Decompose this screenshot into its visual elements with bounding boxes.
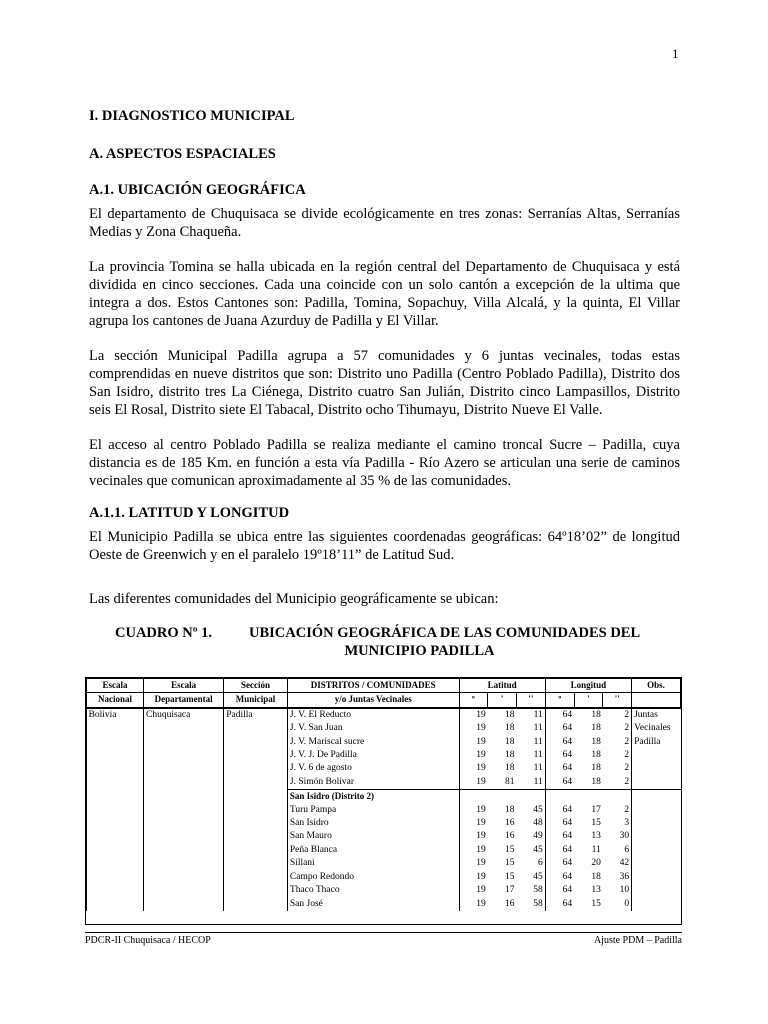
cell-escala-nacional <box>86 736 144 749</box>
cell-seccion <box>224 722 288 735</box>
cell-lat-1: 15 <box>505 858 515 869</box>
cell-lat-1: 16 <box>505 818 515 829</box>
heading-ubicacion: A.1. UBICACIÓN GEOGRÁFICA <box>89 182 306 198</box>
cell-comunidad: San José <box>287 898 459 911</box>
cell-obs <box>632 857 681 870</box>
footer-right: Ajuste PDM – Padilla <box>593 935 682 946</box>
cell-lon-0: 64 <box>545 749 574 762</box>
cell-lat-2: 6 <box>538 858 543 869</box>
header-seccion: Sección <box>224 678 288 693</box>
cell-lon-2: 3 <box>624 818 630 829</box>
cell-escala-departamental <box>144 749 224 762</box>
caption-label: CUADRO Nº 1. <box>115 625 213 641</box>
cell-seccion <box>224 844 288 857</box>
cell-lon-2: 36 <box>619 871 630 882</box>
table-row <box>86 708 681 722</box>
cell-escala-nacional <box>86 762 144 775</box>
cell-escala-nacional <box>86 817 144 830</box>
header-escala-departamental-2: Departamental <box>144 693 224 708</box>
header-longitud: Longitud <box>545 678 631 693</box>
cell-escala-nacional: Bolivia <box>86 708 144 722</box>
footer-left: PDCR-II Chuquisaca / HECOP <box>85 935 211 946</box>
cell-lat-1: 18 <box>505 763 515 774</box>
header-latitud: Latitud <box>459 678 545 693</box>
cell-escala-nacional <box>86 884 144 897</box>
cell-lon-0: 64 <box>545 708 574 722</box>
cell-seccion <box>224 736 288 749</box>
cell-lon-2: 2 <box>624 776 630 787</box>
table-row <box>86 830 681 843</box>
cell-lat-2: 45 <box>533 844 543 855</box>
cell-lat-2: 45 <box>533 804 543 815</box>
cell-seccion: Padilla <box>224 708 288 722</box>
cell-seccion <box>224 857 288 870</box>
cell-lon-1: 18 <box>591 723 601 734</box>
cell-obs: Padilla <box>632 736 681 749</box>
cell-lat-2: 11 <box>533 776 543 787</box>
cell-lat-0: 19 <box>459 871 488 884</box>
paragraph-zonas: El departamento de Chuquisaca se divide ecológicamente en tres zonas: Serranías Altas, Serranías Medias y Zona Chaqueña. <box>89 206 680 240</box>
cell-lon-1: 18 <box>591 776 601 787</box>
cell-lat-0: 19 <box>459 762 488 775</box>
cell-lon-2: 10 <box>619 885 630 896</box>
cell-lat-0: 19 <box>459 817 488 830</box>
empty-cell <box>517 790 546 804</box>
cell-obs: Juntas <box>632 708 681 722</box>
cell-comunidad: J. V. 6 de agosto <box>287 762 459 775</box>
cell-escala-nacional <box>86 844 144 857</box>
cell-lon-2: 6 <box>624 844 630 855</box>
cell-escala-nacional <box>86 804 144 817</box>
empty-cell <box>574 790 603 804</box>
footer-rule <box>85 932 682 933</box>
cell-escala-nacional <box>86 722 144 735</box>
cell-lat-2: 11 <box>533 723 543 734</box>
header-seccion-2: Municipal <box>224 693 288 708</box>
cell-seccion <box>224 762 288 775</box>
cell-escala-nacional <box>86 749 144 762</box>
cell-lon-2: 0 <box>624 898 630 909</box>
cell-lat-1: 17 <box>505 885 515 896</box>
cell-lat-0: 19 <box>459 804 488 817</box>
cell-lon-1: 17 <box>591 804 601 815</box>
cell-lat-2: 48 <box>533 818 543 829</box>
cell-lon-0: 64 <box>545 857 574 870</box>
header-escala-nacional: Escala <box>86 678 144 693</box>
table-header <box>86 678 681 708</box>
cell-lat-0: 19 <box>459 898 488 911</box>
cell-obs <box>632 804 681 817</box>
paragraph-acceso: El acceso al centro Poblado Padilla se realiza mediante el camino troncal Sucre – Padilla, cuya distancia es de 185 Km. en función a esta vía Padilla - Río Azero se articulan una serie de caminos vecinales que comunican aproximadamente al 35 % de las comunidades. <box>89 437 680 489</box>
cell-lon-2: 2 <box>624 804 630 815</box>
cell-escala-nacional <box>86 898 144 911</box>
cell-escala-departamental <box>144 722 224 735</box>
cell-escala-departamental <box>144 776 224 790</box>
header-obs-2 <box>632 693 681 708</box>
cell-comunidad: J. V. J. De Padilla <box>287 749 459 762</box>
cell-lat-1: 16 <box>505 831 515 842</box>
cell-comunidad: Campo Redondo <box>287 871 459 884</box>
cell-lon-1: 18 <box>591 736 601 747</box>
table-row <box>86 871 681 884</box>
cell-lat-0: 19 <box>459 708 488 722</box>
cell-seccion <box>224 830 288 843</box>
table-row <box>86 736 681 749</box>
group-title: San Isidro (Distrito 2) <box>287 790 459 804</box>
cell-obs <box>632 749 681 762</box>
header-obs: Obs. <box>632 678 681 693</box>
cell-seccion <box>224 776 288 790</box>
header-lon-deg: º <box>545 693 574 708</box>
cell-escala-departamental <box>144 762 224 775</box>
header-escala-departamental: Escala <box>144 678 224 693</box>
header-lon-sec: '' <box>603 693 632 708</box>
cell-escala-departamental <box>144 844 224 857</box>
cell-escala-departamental <box>144 871 224 884</box>
cell-seccion <box>224 871 288 884</box>
cell-lat-2: 58 <box>533 898 543 909</box>
cell-escala-departamental <box>144 857 224 870</box>
header-escala-nacional-2: Nacional <box>86 693 144 708</box>
empty-cell <box>603 790 632 804</box>
cell-obs <box>632 830 681 843</box>
heading-diagnostico: I. DIAGNOSTICO MUNICIPAL <box>89 108 295 124</box>
cell-comunidad: San Mauro <box>287 830 459 843</box>
cell-lon-2: 42 <box>619 858 630 869</box>
cell-lon-1: 20 <box>591 858 601 869</box>
cell-comunidad: Turu Pampa <box>287 804 459 817</box>
cell-comunidad: J. V. Mariscal sucre <box>287 736 459 749</box>
table-row <box>86 898 681 911</box>
cell-lon-1: 18 <box>591 750 601 761</box>
cell-lon-2: 30 <box>619 831 630 842</box>
cell-escala-departamental <box>144 884 224 897</box>
table-row <box>86 762 681 775</box>
cell-lat-0: 19 <box>459 884 488 897</box>
header-distritos: DISTRITOS / COMUNIDADES <box>287 678 459 693</box>
cell-lon-0: 64 <box>545 817 574 830</box>
cell-lat-1: 18 <box>505 736 515 747</box>
cell-lon-1: 11 <box>591 844 601 855</box>
cell-lon-0: 64 <box>545 830 574 843</box>
cell-escala-nacional <box>86 857 144 870</box>
cell-lat-1: 81 <box>505 776 515 787</box>
table-row <box>86 844 681 857</box>
table-row <box>86 776 681 790</box>
cell-lon-0: 64 <box>545 736 574 749</box>
empty-cell <box>86 790 144 804</box>
paragraph-comunidades: Las diferentes comunidades del Municipio geográficamente se ubican: <box>89 591 499 607</box>
cell-lon-1: 18 <box>591 871 601 882</box>
cell-lon-2: 2 <box>624 736 630 747</box>
cell-comunidad: J. Simón Bolívar <box>287 776 459 790</box>
cell-lon-1: 13 <box>591 831 601 842</box>
heading-latitud: A.1.1. LATITUD Y LONGITUD <box>89 505 290 521</box>
cell-lon-0: 64 <box>545 762 574 775</box>
cell-comunidad: Sillani <box>287 857 459 870</box>
cell-comunidad: Peña Blanca <box>287 844 459 857</box>
table-row <box>86 804 681 817</box>
cell-lon-0: 64 <box>545 898 574 911</box>
header-lon-min: ' <box>574 693 603 708</box>
cell-lat-1: 18 <box>505 723 515 734</box>
communities-table <box>85 677 682 911</box>
cell-lat-2: 58 <box>533 885 543 896</box>
paragraph-coordenadas: El Municipio Padilla se ubica entre las siguientes coordenadas geográficas: 64º18’02” de longitud Oeste de Greenwich y en el paralelo 19º18’11” de Latitud Sud. <box>89 529 680 563</box>
cell-seccion <box>224 884 288 897</box>
cell-lon-0: 64 <box>545 871 574 884</box>
cell-escala-departamental <box>144 804 224 817</box>
cell-lon-0: 64 <box>545 844 574 857</box>
cell-lat-1: 18 <box>505 804 515 815</box>
table-row <box>86 817 681 830</box>
empty-cell <box>488 790 517 804</box>
cell-comunidad: J. V. El Reducto <box>287 708 459 722</box>
cell-lat-0: 19 <box>459 776 488 790</box>
cell-escala-departamental <box>144 898 224 911</box>
cell-seccion <box>224 804 288 817</box>
table-subheading-row <box>86 790 681 804</box>
cell-lat-2: 11 <box>533 763 543 774</box>
cell-comunidad: San Isidro <box>287 817 459 830</box>
cell-escala-departamental: Chuquisaca <box>144 708 224 722</box>
cell-lon-0: 64 <box>545 804 574 817</box>
cell-lat-1: 15 <box>505 871 515 882</box>
empty-cell <box>224 790 288 804</box>
cell-lat-1: 18 <box>505 750 515 761</box>
cell-lon-2: 2 <box>624 763 630 774</box>
empty-cell <box>144 790 224 804</box>
cell-lat-2: 11 <box>533 709 543 720</box>
header-lat-min: ' <box>488 693 517 708</box>
cell-escala-nacional <box>86 776 144 790</box>
cell-escala-departamental <box>144 817 224 830</box>
empty-cell <box>545 790 574 804</box>
cell-lat-2: 49 <box>533 831 543 842</box>
cell-lat-2: 11 <box>533 750 543 761</box>
cell-lon-0: 64 <box>545 722 574 735</box>
cell-escala-departamental <box>144 830 224 843</box>
cell-lat-1: 15 <box>505 844 515 855</box>
cell-seccion <box>224 898 288 911</box>
cell-lat-0: 19 <box>459 830 488 843</box>
cell-obs <box>632 871 681 884</box>
cell-escala-nacional <box>86 871 144 884</box>
cell-obs <box>632 776 681 790</box>
cell-lon-1: 15 <box>591 818 601 829</box>
table-row <box>86 884 681 897</box>
heading-aspectos: A. ASPECTOS ESPACIALES <box>89 146 276 162</box>
cell-lat-1: 18 <box>505 709 515 720</box>
page-number: 1 <box>672 46 679 61</box>
empty-cell <box>632 790 681 804</box>
cell-lon-0: 64 <box>545 776 574 790</box>
cell-obs <box>632 884 681 897</box>
cell-obs <box>632 817 681 830</box>
table-body <box>86 708 681 911</box>
caption-title-line1: UBICACIÓN GEOGRÁFICA DE LAS COMUNIDADES DEL <box>249 625 641 641</box>
cell-lon-2: 2 <box>624 723 630 734</box>
cell-lat-0: 19 <box>459 736 488 749</box>
cell-lon-1: 18 <box>591 763 601 774</box>
cell-escala-departamental <box>144 736 224 749</box>
cell-lat-0: 19 <box>459 857 488 870</box>
cell-escala-nacional <box>86 830 144 843</box>
cell-lat-0: 19 <box>459 722 488 735</box>
cell-obs: Vecinales <box>632 722 681 735</box>
cell-seccion <box>224 817 288 830</box>
cell-lon-1: 15 <box>591 898 601 909</box>
paragraph-seccion: La sección Municipal Padilla agrupa a 57 comunidades y 6 juntas vecinales, todas estas comprendidas en nueve distritos que son: Distrito uno Padilla (Centro Poblado Padilla), Distrito dos San Isidro, distrito tres La Ciénega, Distrito cuatro San Julián, Distrito cinco Lampasillos, Distrito seis El Rosal, Distrito siete El Tabacal, Distrito ocho Tihumayu, Distrito Nueve El Valle. <box>89 348 680 418</box>
caption-title-line2: MUNICIPIO PADILLA <box>344 643 495 659</box>
cell-lat-2: 45 <box>533 871 543 882</box>
cell-comunidad: Thaco Thaco <box>287 884 459 897</box>
cell-lon-0: 64 <box>545 884 574 897</box>
cell-lon-1: 18 <box>591 709 601 720</box>
header-lat-deg: º <box>459 693 488 708</box>
cell-comunidad: J. V. San Juan <box>287 722 459 735</box>
cell-lon-2: 2 <box>624 709 630 720</box>
cell-lat-0: 19 <box>459 844 488 857</box>
table-row <box>86 857 681 870</box>
cell-obs <box>632 844 681 857</box>
table-row <box>86 749 681 762</box>
cell-obs <box>632 898 681 911</box>
cell-lat-1: 16 <box>505 898 515 909</box>
header-lat-sec: '' <box>517 693 546 708</box>
paragraph-provincia: La provincia Tomina se halla ubicada en la región central del Departamento de Chuquisaca y está dividida en cinco secciones. Cada una coincide con un solo cantón a excepción de la ultima que integra a dos. Estos Cantones son: Padilla, Tomina, Sopachuy, Villa Alcalá, y la quinta, El Villar agrupa los cantones de Juana Azurduy de Padilla y El Villar. <box>89 259 680 329</box>
cell-obs <box>632 762 681 775</box>
header-distritos-2: y/o Juntas Vecinales <box>287 693 459 708</box>
cell-lat-0: 19 <box>459 749 488 762</box>
cell-lon-1: 13 <box>591 885 601 896</box>
cell-lat-2: 11 <box>533 736 543 747</box>
table-row <box>86 722 681 735</box>
cell-seccion <box>224 749 288 762</box>
cell-lon-2: 2 <box>624 750 630 761</box>
empty-cell <box>459 790 488 804</box>
